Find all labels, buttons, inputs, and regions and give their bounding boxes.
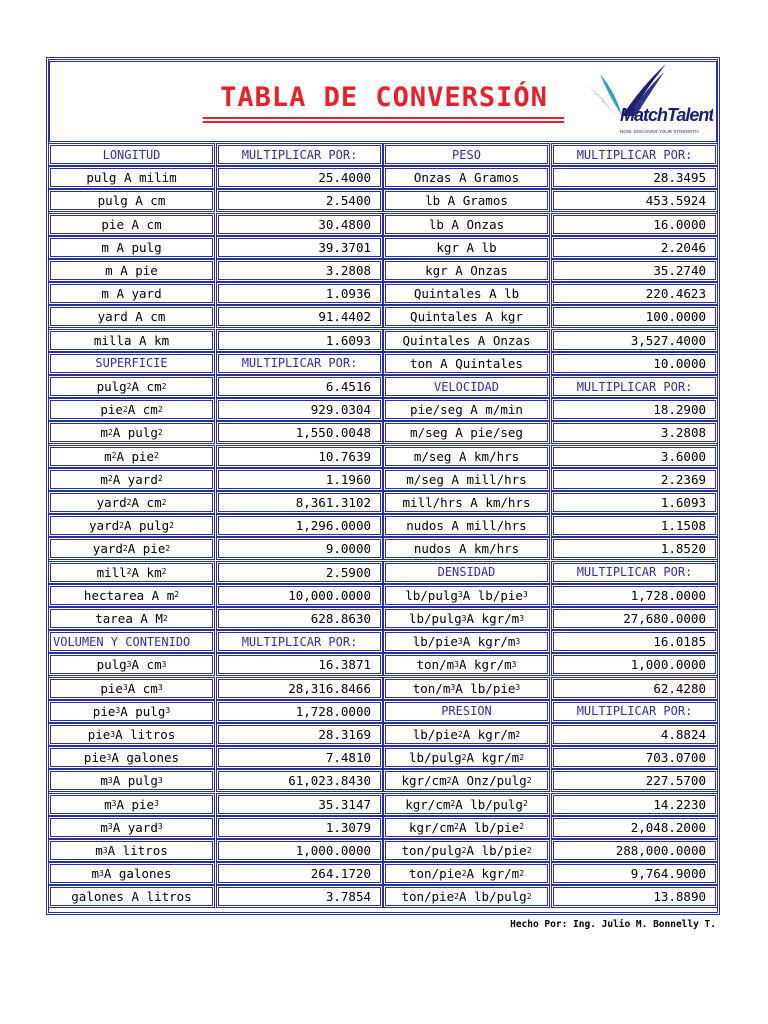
conversion-factor: 61,023.8430	[218, 771, 381, 790]
conversion-factor: 3.2808	[218, 261, 381, 280]
conversion-label: pulg 2 A cm 2	[50, 377, 213, 396]
conversion-label: tarea A M 2	[50, 609, 213, 628]
conversion-label: m/seg A pie/seg	[385, 423, 548, 442]
conversion-label: m 3 A yard 3	[50, 818, 213, 837]
conversion-label: nudos A mill/hrs	[385, 516, 548, 535]
conversion-factor: 14.2230	[553, 795, 716, 814]
conversion-label: ton/pulg 2 A lb/pie 2	[385, 841, 548, 860]
conversion-factor: 3.6000	[553, 447, 716, 466]
conversion-factor: 10.7639	[218, 447, 381, 466]
conversion-label: Quintales A lb	[385, 284, 548, 303]
conversion-factor: 929.0304	[218, 400, 381, 419]
conversion-label: lb A Onzas	[385, 215, 548, 234]
conversion-factor: 1.0936	[218, 284, 381, 303]
conversion-label: m 3 A pulg 3	[50, 771, 213, 790]
conversion-factor: 227.5700	[553, 771, 716, 790]
conversion-label: ton/pie 2 A kgr/m 2	[385, 864, 548, 883]
conversion-factor: 62.4280	[553, 679, 716, 698]
conversion-label: hectarea A m 2	[50, 586, 213, 605]
conversion-factor: 9.0000	[218, 539, 381, 558]
conversion-label: mill/hrs A km/hrs	[385, 493, 548, 512]
conversion-label: ton/m 3 A lb/pie 3	[385, 679, 548, 698]
conversion-label: kgr/cm 2 A Onz/pulg 2	[385, 771, 548, 790]
conversion-factor: 9,764.9000	[553, 864, 716, 883]
conversion-factor: 25.4000	[218, 168, 381, 187]
conversion-label: m 2 A yard 2	[50, 470, 213, 489]
conversion-factor: 28,316.8466	[218, 679, 381, 698]
conversion-label: lb/pulg 3 A kgr/m 3	[385, 609, 548, 628]
conversion-factor: 10,000.0000	[218, 586, 381, 605]
conversion-label: Quintales A Onzas	[385, 331, 548, 350]
multiplier-header: MULTIPLICAR POR:	[553, 563, 716, 582]
conversion-label: lb/pie 2 A kgr/m 2	[385, 725, 548, 744]
conversion-label: galones A litros	[50, 887, 213, 906]
conversion-factor: 18.2900	[553, 400, 716, 419]
conversion-factor: 2.5400	[218, 191, 381, 210]
conversion-label: yard 2 A pie 2	[50, 539, 213, 558]
conversion-factor: 1,728.0000	[553, 586, 716, 605]
section-header: PESO	[385, 145, 548, 164]
conversion-factor: 1,000.0000	[553, 655, 716, 674]
conversion-factor: 16.3871	[218, 655, 381, 674]
conversion-factor: 7.4810	[218, 748, 381, 767]
conversion-label: kgr/cm 2 A lb/pulg 2	[385, 795, 548, 814]
conversion-factor: 30.4800	[218, 215, 381, 234]
conversion-factor: 8,361.3102	[218, 493, 381, 512]
conversion-label: kgr A lb	[385, 238, 548, 257]
conversion-label: m/seg A km/hrs	[385, 447, 548, 466]
conversion-factor: 28.3169	[218, 725, 381, 744]
conversion-factor: 628.8630	[218, 609, 381, 628]
conversion-label: pie 3 A litros	[50, 725, 213, 744]
section-header: VOLUMEN Y CONTENIDO	[50, 632, 213, 651]
conversion-factor: 1.8520	[553, 539, 716, 558]
conversion-label: m 3 A galones	[50, 864, 213, 883]
conversion-label: yard 2 A pulg 2	[50, 516, 213, 535]
author-footer: Hecho Por: Ing. Julio M. Bonnelly T.	[510, 919, 716, 930]
conversion-label: m A pie	[50, 261, 213, 280]
title-underline-second	[203, 121, 564, 123]
conversion-label: yard A cm	[50, 307, 213, 326]
conversion-label: pie A cm	[50, 215, 213, 234]
conversion-label: m 3 A litros	[50, 841, 213, 860]
conversion-label: pulg 3 A cm 3	[50, 655, 213, 674]
multiplier-header: MULTIPLICAR POR:	[218, 354, 381, 373]
conversion-label: nudos A km/hrs	[385, 539, 548, 558]
conversion-label: m 3 A pie 3	[50, 795, 213, 814]
conversion-label: m 2 A pulg 2	[50, 423, 213, 442]
conversion-factor: 13.8890	[553, 887, 716, 906]
conversion-factor: 39.3701	[218, 238, 381, 257]
conversion-factor: 1,550.0048	[218, 423, 381, 442]
conversion-factor: 35.2740	[553, 261, 716, 280]
conversion-factor: 28.3495	[553, 168, 716, 187]
conversion-label: mill 2 A km 2	[50, 563, 213, 582]
conversion-factor: 1.6093	[553, 493, 716, 512]
conversion-factor: 91.4402	[218, 307, 381, 326]
section-header: SUPERFICIE	[50, 354, 213, 373]
conversion-factor: 6.4516	[218, 377, 381, 396]
conversion-factor: 16.0185	[553, 632, 716, 651]
conversion-factor: 2,048.2000	[553, 818, 716, 837]
title-underline	[203, 117, 564, 119]
conversion-label: pie/seg A m/min	[385, 400, 548, 419]
conversion-factor: 1,296.0000	[218, 516, 381, 535]
multiplier-header: MULTIPLICAR POR:	[218, 145, 381, 164]
multiplier-header: MULTIPLICAR POR:	[218, 632, 381, 651]
conversion-factor: 1,000.0000	[218, 841, 381, 860]
conversion-label: m A pulg	[50, 238, 213, 257]
conversion-factor: 4.8824	[553, 725, 716, 744]
conversion-label: lb A Gramos	[385, 191, 548, 210]
page-title: TABLA DE CONVERSIÓN	[220, 82, 548, 113]
conversion-label: pie 3 A pulg 3	[50, 702, 213, 721]
conversion-label: lb/pie 3 A kgr/m 3	[385, 632, 548, 651]
conversion-label: lb/pulg 3 A lb/pie 3	[385, 586, 548, 605]
multiplier-header: MULTIPLICAR POR:	[553, 377, 716, 396]
conversion-label: pulg A milim	[50, 168, 213, 187]
logo-text: MatchTalent	[620, 105, 713, 125]
conversion-label: pie 3 A galones	[50, 748, 213, 767]
conversion-factor: 35.3147	[218, 795, 381, 814]
conversion-factor: 27,680.0000	[553, 609, 716, 628]
conversion-factor: 453.5924	[553, 191, 716, 210]
section-header: VELOCIDAD	[385, 377, 548, 396]
conversion-label: m 2 A pie 2	[50, 447, 213, 466]
conversion-factor: 1,728.0000	[218, 702, 381, 721]
conversion-label: pulg A cm	[50, 191, 213, 210]
conversion-factor: 3.2808	[553, 423, 716, 442]
logo-tagline: NOW. DISCOVER YOUR STRENGTH	[620, 129, 699, 134]
conversion-label: milla A km	[50, 331, 213, 350]
conversion-label: ton A Quintales	[385, 354, 548, 373]
conversion-label: Onzas A Gramos	[385, 168, 548, 187]
conversion-label: ton/m 3 A kgr/m 3	[385, 655, 548, 674]
conversion-factor: 10.0000	[553, 354, 716, 373]
conversion-factor: 1.1960	[218, 470, 381, 489]
conversion-factor: 703.0700	[553, 748, 716, 767]
conversion-label: lb/pulg 2 A kgr/m 2	[385, 748, 548, 767]
conversion-label: yard 2 A cm 2	[50, 493, 213, 512]
conversion-factor: 220.4623	[553, 284, 716, 303]
conversion-label: kgr A Onzas	[385, 261, 548, 280]
conversion-label: ton/pie 2 A lb/pulg 2	[385, 887, 548, 906]
conversion-factor: 1.1508	[553, 516, 716, 535]
conversion-label: m A yard	[50, 284, 213, 303]
section-header: PRESION	[385, 702, 548, 721]
conversion-label: kgr/cm 2 A lb/pie 2	[385, 818, 548, 837]
conversion-factor: 2.2369	[553, 470, 716, 489]
conversion-label: m/seg A mill/hrs	[385, 470, 548, 489]
conversion-factor: 1.6093	[218, 331, 381, 350]
conversion-factor: 264.1720	[218, 864, 381, 883]
multiplier-header: MULTIPLICAR POR:	[553, 145, 716, 164]
conversion-label: pie 2 A cm 2	[50, 400, 213, 419]
conversion-label: Quintales A kgr	[385, 307, 548, 326]
conversion-factor: 3.7854	[218, 887, 381, 906]
conversion-factor: 3,527.4000	[553, 331, 716, 350]
conversion-factor: 2.2046	[553, 238, 716, 257]
section-header: LONGITUD	[50, 145, 213, 164]
section-header: DENSIDAD	[385, 563, 548, 582]
multiplier-header: MULTIPLICAR POR:	[553, 702, 716, 721]
conversion-factor: 100.0000	[553, 307, 716, 326]
conversion-factor: 1.3079	[218, 818, 381, 837]
conversion-factor: 288,000.0000	[553, 841, 716, 860]
conversion-label: pie 3 A cm 3	[50, 679, 213, 698]
conversion-factor: 2.5900	[218, 563, 381, 582]
conversion-factor: 16.0000	[553, 215, 716, 234]
matchtalent-logo	[578, 64, 713, 140]
